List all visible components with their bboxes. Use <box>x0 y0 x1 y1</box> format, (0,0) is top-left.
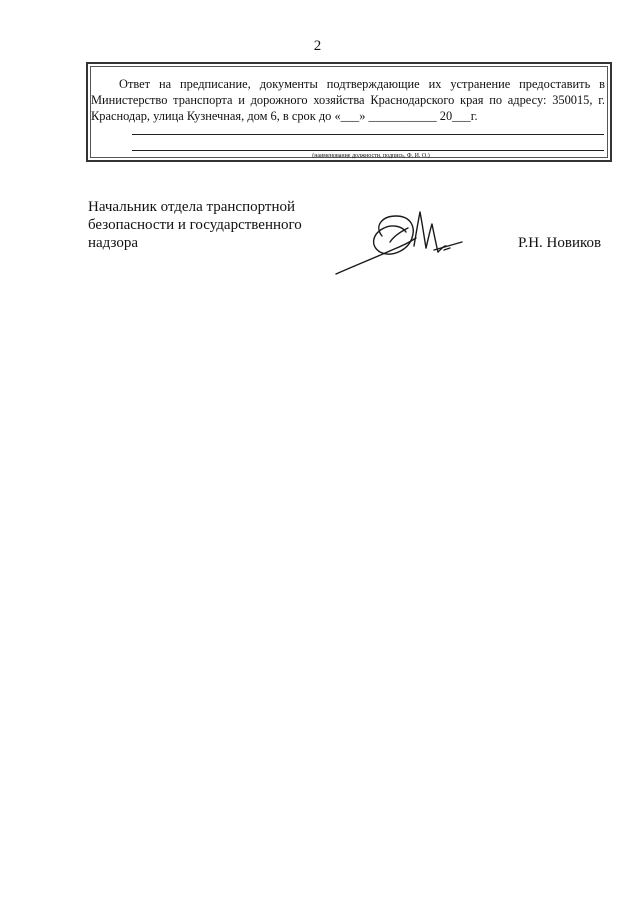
handwritten-signature <box>330 206 470 280</box>
signer-position-line: Начальник отдела транспортной <box>88 199 296 215</box>
fill-line <box>132 150 604 151</box>
signer-position-line: надзора <box>88 235 138 251</box>
notice-box <box>86 62 612 162</box>
fill-line-caption: (наименование должности, подпись, Ф. И. О.) <box>312 153 430 159</box>
signer-position-line: безопасности и государственного <box>88 217 302 233</box>
notice-text: Ответ на предписание, документы подтверждающие их устранение предоставить в Министерство транспорта и дорожного хозяйства Краснодарского края по адресу: 350015, г. Краснодар, улица Кузнечная, дом 6, в срок до «___» ___________ 20___г. <box>91 77 605 123</box>
signer-name: Р.Н. Новиков <box>518 235 602 251</box>
fill-line <box>132 134 604 135</box>
page-number: 2 <box>313 38 322 54</box>
signer-position <box>88 198 328 252</box>
